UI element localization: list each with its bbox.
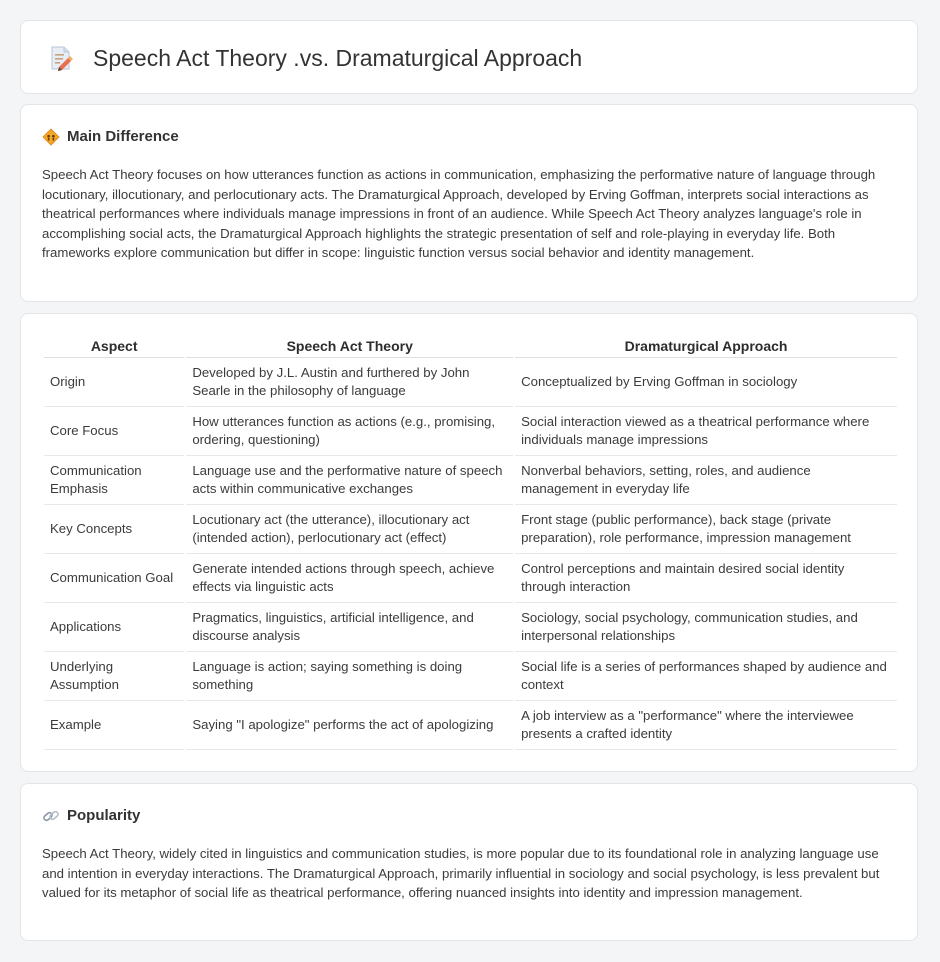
row-speech-act: Generate intended actions through speech, achieve effects via linguistic acts [186,554,513,603]
popularity-card [20,783,918,941]
row-speech-act: Saying "I apologize" performs the act of apologizing [186,701,513,750]
row-aspect: Core Focus [44,407,184,456]
comparison-table [42,335,899,750]
row-aspect: Origin [44,358,184,407]
main-difference-card [20,104,918,302]
main-difference-heading [42,127,179,147]
table-row [44,554,897,603]
header-card [20,20,918,94]
title-row [45,43,582,73]
row-aspect: Example [44,701,184,750]
table-row [44,701,897,750]
table-row [44,652,897,701]
row-dramaturgical: Sociology, social psychology, communication studies, and interpersonal relationships [515,603,897,652]
row-dramaturgical: Front stage (public performance), back stage (private preparation), role performance, impression management [515,505,897,554]
popularity-title: Popularity [67,807,141,824]
table-row [44,505,897,554]
row-dramaturgical: Control perceptions and maintain desired social identity through interaction [515,554,897,603]
row-dramaturgical: Conceptualized by Erving Goffman in sociology [515,358,897,407]
main-difference-title: Main Difference [67,128,179,145]
edit-document-icon [45,43,75,73]
row-dramaturgical: Social interaction viewed as a theatrical performance where individuals manage impressions [515,407,897,456]
row-aspect: Underlying Assumption [44,652,184,701]
row-speech-act: Locutionary act (the utterance), illocutionary act (intended action), perlocutionary act (effect) [186,505,513,554]
link-icon [42,807,60,825]
row-aspect: Communication Goal [44,554,184,603]
table-row [44,407,897,456]
row-speech-act: Language is action; saying something is doing something [186,652,513,701]
table-row [44,603,897,652]
header-dramaturgical-approach: Dramaturgical Approach [515,335,897,358]
table-header-row [44,335,897,358]
main-difference-text: Speech Act Theory focuses on how utterances function as actions in communication, emphasizing the performative nature of language through locutionary, illocutionary, and perlocutionary acts. The Dramaturgical Approach, developed by Erving Goffman, interprets social interactions as theatrical performances where individuals manage impressions in front of an audience. While Speech Act Theory analyzes language's role in accomplishing social acts, the Dramaturgical Approach highlights the strategic presentation of self and role-playing in everyday life. Both frameworks explore communication but differ in scope: linguistic function versus social behavior and identity management. [42,167,876,261]
row-speech-act: Developed by J.L. Austin and furthered by John Searle in the philosophy of language [186,358,513,407]
row-aspect: Communication Emphasis [44,456,184,505]
row-dramaturgical: Nonverbal behaviors, setting, roles, and audience management in everyday life [515,456,897,505]
row-dramaturgical: Social life is a series of performances shaped by audience and context [515,652,897,701]
popularity-text: Speech Act Theory, widely cited in linguistics and communication studies, is more popular due to its foundational role in analyzing language use and intention in everyday interactions. The Dramaturgical Approach, primarily influential in sociology and social psychology, is less prevalent but valued for its metaphor of social life as theatrical performance, offering nuanced insights into identity and impression management. [42,846,880,901]
row-speech-act: Language use and the performative nature of speech acts within communicative exchanges [186,456,513,505]
page-title: Speech Act Theory .vs. Dramaturgical Approach [93,45,583,71]
table-row [44,358,897,407]
table-row [44,456,897,505]
row-aspect: Applications [44,603,184,652]
header-speech-act-theory: Speech Act Theory [186,335,513,358]
popularity-heading [42,806,140,826]
comparison-card [20,313,918,772]
row-aspect: Key Concepts [44,505,184,554]
row-speech-act: Pragmatics, linguistics, artificial intelligence, and discourse analysis [186,603,513,652]
row-dramaturgical: A job interview as a "performance" where the interviewee presents a crafted identity [515,701,897,750]
header-aspect: Aspect [44,335,184,358]
diamond-sign-icon [42,128,60,146]
row-speech-act: How utterances function as actions (e.g., promising, ordering, questioning) [186,407,513,456]
